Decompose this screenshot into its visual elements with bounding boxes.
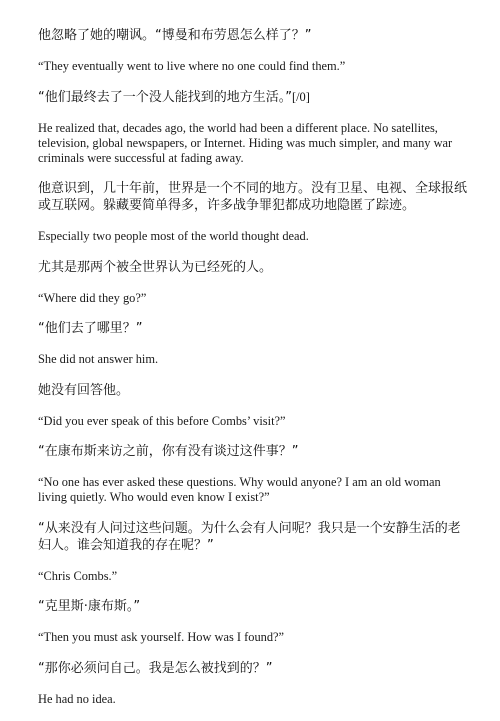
paragraph-en: He realized that, decades ago, the world had been a different place. No satellites, television, global newspapers, or Internet. Hiding was much simpler, and many war criminals were successful at fading away. — [38, 120, 453, 165]
paragraph-zh: “那你必须问自己。我是怎么被找到的？” — [38, 660, 273, 676]
paragraph-en: “Chris Combs.” — [38, 568, 118, 583]
paragraph-text: “他们最终去了一个没人能找到的地方生活。” — [38, 89, 292, 105]
paragraph-en: “No one has ever asked these questions. Why would anyone? I am an old woman living quietly. Who would even know I exist?” — [38, 475, 441, 504]
paragraph-en: “Where did they go?” — [38, 290, 147, 305]
paragraph-zh — [38, 89, 468, 106]
paragraph-en: “They eventually went to live where no one could find them.” — [38, 59, 346, 73]
paragraph-zh: “从来没有人问过这些问题。为什么会有人问呢？我只是一个安静生活的老妇人。谁会知道我的存在呢？” — [38, 520, 461, 553]
paragraph-en: “Then you must ask yourself. How was I found?” — [38, 630, 285, 644]
paragraph-zh: “在康布斯来访之前，你有没有谈过这件事？” — [38, 444, 299, 459]
paragraph-zh: 他意识到，几十年前，世界是一个不同的地方。没有卫星、电视、全球报纸或互联网。躲藏要简单得多，许多战争罪犯都成功地隐匿了踪迹。 — [38, 181, 468, 213]
paragraph-en: She did not answer him. — [38, 352, 159, 366]
paragraph-en: Especially two people most of the world thought dead. — [38, 229, 309, 243]
paragraph-marker: [/0] — [291, 89, 310, 104]
paragraph-zh: 她没有回答他。 — [38, 382, 130, 398]
paragraph-zh: 他忽略了她的嘲讽。“博曼和布劳恩怎么样了？” — [38, 28, 312, 43]
paragraph-zh: 尤其是那两个被全世界认为已经死的人。 — [38, 259, 273, 275]
document-page — [38, 27, 468, 721]
paragraph-zh: “克里斯·康布斯。” — [38, 599, 141, 614]
paragraph-en: He had no idea. — [38, 691, 116, 706]
paragraph-zh: “他们去了哪里？” — [38, 321, 143, 336]
paragraph-en: “Did you ever speak of this before Combs’ visit?” — [38, 413, 286, 428]
